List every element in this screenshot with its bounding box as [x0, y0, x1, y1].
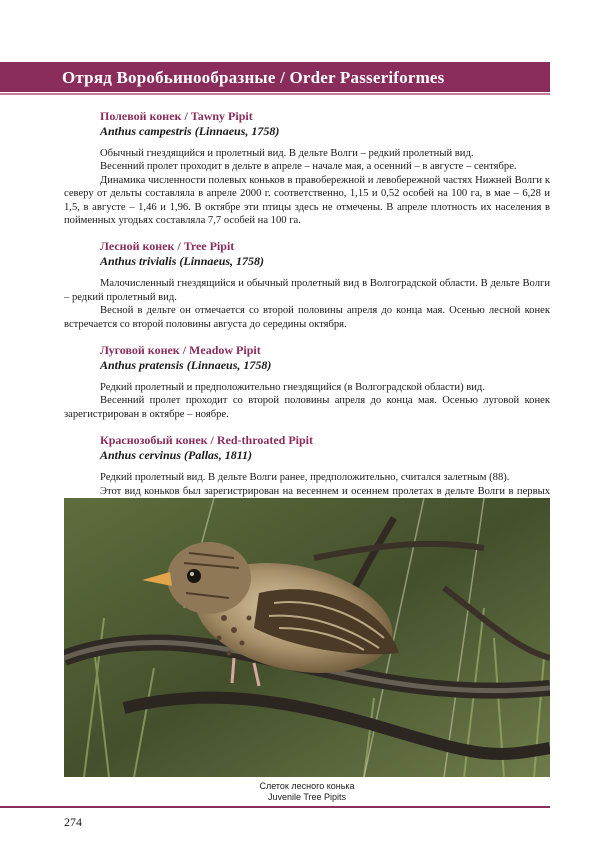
species-paragraph: Малочисленный гнездящийся и обычный пролетный вид в Волгоградской области. В дельте Волги – редкий пролетный вид. — [64, 278, 550, 303]
species-paragraph: Редкий пролетный вид. В дельте Волги ранее, предположительно, считался залетным (88). — [100, 472, 510, 484]
species-latin-name: Anthus campestris (Linnaeus, 1758) — [100, 124, 280, 138]
species-paragraph: Обычный гнездящийся и пролетный вид. В дельте Волги – редкий пролетный вид. — [100, 148, 474, 159]
photo-caption — [64, 781, 550, 803]
page-title: Отряд Воробьинообразные / Order Passeriformes — [62, 68, 445, 87]
species-paragraph: Динамика численности полевых коньков в правобережной и левобережной частях Нижней Волги к северу от дельты составляла в апреле 2000 г. соответственно, 1,15 и 0,52 особей на 100 га, в мае – 6,28 и 1,5, в августе – 1,46 и 1,96. В октябре эти птицы здесь не отмечены. В апреле плотность их населения в пойменных угодьях составляла 7,7 особей на 100 га. — [64, 174, 550, 227]
photo-caption-ru: Слеток лесного конька — [259, 781, 355, 791]
footer-rule — [0, 806, 550, 808]
species-paragraph: Этот вид коньков был зарегистрирован на весеннем и осеннем пролетах в дельте Волги в первых — [100, 485, 550, 497]
species-name: Лесной конек / Tree Pipit — [100, 239, 235, 254]
species-name: Краснозобый конек / Red-throated Pipit — [100, 433, 313, 448]
header-underline — [0, 93, 550, 95]
species-paragraph: Весной в дельте он отмечается со второй половины апреля до конца мая. Осенью лесной конек встречается со второй половины августа до середины октября. — [64, 305, 550, 330]
species-name: Полевой конек / Tawny Pipit — [100, 109, 253, 123]
species-paragraph: Редкий пролетный и предположительно гнездящийся (в Волгоградской области) вид. — [100, 382, 485, 394]
species-entry-tree-pipit — [64, 239, 550, 331]
species-latin-name: Anthus trivialis (Linnaeus, 1758) — [100, 254, 265, 269]
page-number: 274 — [64, 815, 82, 829]
bird-photo — [64, 498, 550, 777]
species-entry-tawny-pipit — [64, 109, 550, 227]
species-name: Луговой конек / Meadow Pipit — [100, 343, 261, 358]
species-list — [64, 109, 550, 524]
photo-caption-en: Juvenile Tree Pipits — [267, 792, 347, 802]
species-latin-name: Anthus pratensis (Linnaeus, 1758) — [100, 358, 272, 373]
species-entry-meadow-pipit — [64, 343, 550, 421]
species-paragraph: Весенний пролет проходит в дельте в апреле – начале мая, а осенний – в августе – сентябре. — [100, 161, 517, 173]
species-paragraph: Весенний пролет проходит со второй половины апреля до конца мая. Осенью луговой конек зарегистрирован в октябре – ноябре. — [64, 395, 550, 420]
species-latin-name: Anthus cervinus (Pallas, 1811) — [100, 448, 253, 463]
